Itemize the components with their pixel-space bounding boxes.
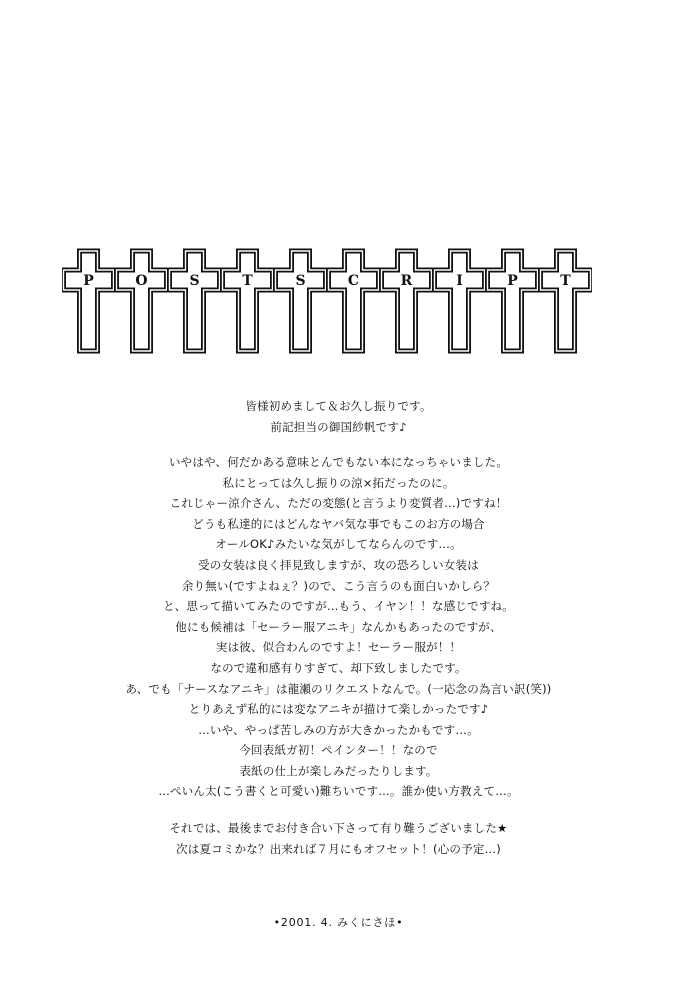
cross-icon — [435, 251, 485, 351]
cross-letter — [276, 251, 326, 351]
body-line: 余り無い(ですよねぇ？)ので、こう言うのも面白いかしら？ — [181, 578, 496, 593]
cross-icon — [488, 251, 538, 351]
cross-icon — [64, 251, 114, 351]
cross-letter-text: P — [507, 273, 518, 289]
body-line: オールOK♪みたいな気がしてならんのです…。 — [215, 537, 462, 552]
cross-letter-text: O — [135, 273, 148, 289]
body-line: …いや、やっぱ苦しみの方が大きかったかもです…。 — [198, 722, 479, 737]
cross-icon — [329, 251, 379, 351]
body-block — [0, 452, 677, 740]
cross-letter-text: T — [560, 273, 571, 289]
cross-letter-text: I — [456, 273, 463, 289]
body-line: あ、でも「ナースなアニキ」は龍瀬のリクエストなんで。(一応念の為言い訳(笑)) — [125, 681, 552, 696]
cross-icon — [382, 251, 432, 351]
cover-line: …ぺいん太(こう書くと可愛い)難ちいです…。誰か使い方教えて…。 — [158, 784, 519, 799]
closing-line: それでは、最後までお付き合い下さって有り難うございました★ — [169, 821, 508, 835]
body-line: と、思って描いてみたのですが…もう、イヤン！！な感じですね。 — [163, 599, 514, 614]
greeting-block — [0, 396, 677, 437]
cross-icon — [223, 251, 273, 351]
cross-letter — [435, 251, 485, 351]
cross-letter-text: P — [83, 273, 94, 289]
body-line: とりあえず私的には変なアニキが描けて楽しかったです♪ — [188, 702, 489, 717]
closing-block — [0, 818, 677, 859]
closing-line: 次は夏コミかな？出来れば７月にもオフセット！(心の予定…) — [176, 841, 501, 856]
cover-line: 今回表紙ガ初！ペインター！！なので — [239, 743, 438, 757]
cross-icon — [541, 251, 591, 351]
cross-letter — [223, 251, 273, 351]
cover-note-block — [0, 740, 677, 802]
cross-letter — [488, 251, 538, 351]
body-line: どうも私達的にはどんなヤバ気な事でもこのお方の場合 — [192, 516, 485, 531]
cross-icon — [276, 251, 326, 351]
cross-icon — [170, 251, 220, 351]
cross-letter — [382, 251, 432, 351]
body-line: いやはや、何だかある意味とんでもない本になっちゃいました。 — [168, 455, 509, 469]
body-line: 他にも候補は「セーラー服アニキ」なんかもあったのですが、 — [175, 619, 502, 634]
postscript-title — [62, 247, 592, 357]
cross-letter — [329, 251, 379, 351]
signature: •2001. 4. みくにさほ• — [273, 916, 404, 929]
cross-letter-text: S — [189, 273, 200, 289]
cross-letter-text: C — [347, 273, 360, 289]
cross-letter — [64, 251, 114, 351]
cross-letter — [170, 251, 220, 351]
cross-icon — [117, 251, 167, 351]
cross-letter-text: R — [400, 273, 413, 289]
body-line: 受の女装は良く拝見致しますが、攻の恐ろしい女装は — [198, 557, 479, 572]
cover-line: 表紙の仕上が楽しみだったりします。 — [239, 763, 438, 778]
cross-letter — [541, 251, 591, 351]
cross-letter-text: S — [295, 273, 306, 289]
cross-letter-text: T — [242, 273, 253, 289]
greeting-line: 皆様初めまして＆お久し振りです。 — [245, 399, 432, 413]
cross-letter — [117, 251, 167, 351]
body-line: なので違和感有りすぎて、却下致しましたです。 — [210, 660, 467, 675]
greeting-line: 前記担当の御国紗帆です♪ — [270, 419, 407, 434]
cross-letters-graphic — [62, 247, 592, 357]
body-line: これじゃー涼介さん、ただの変態(と言うより変質者…)ですね！ — [169, 496, 508, 511]
body-line: 実は彼、似合わんのですよ！セーラー服が！！ — [215, 640, 462, 655]
body-line: 私にとっては久し振りの涼×拓だったのに。 — [222, 475, 455, 490]
